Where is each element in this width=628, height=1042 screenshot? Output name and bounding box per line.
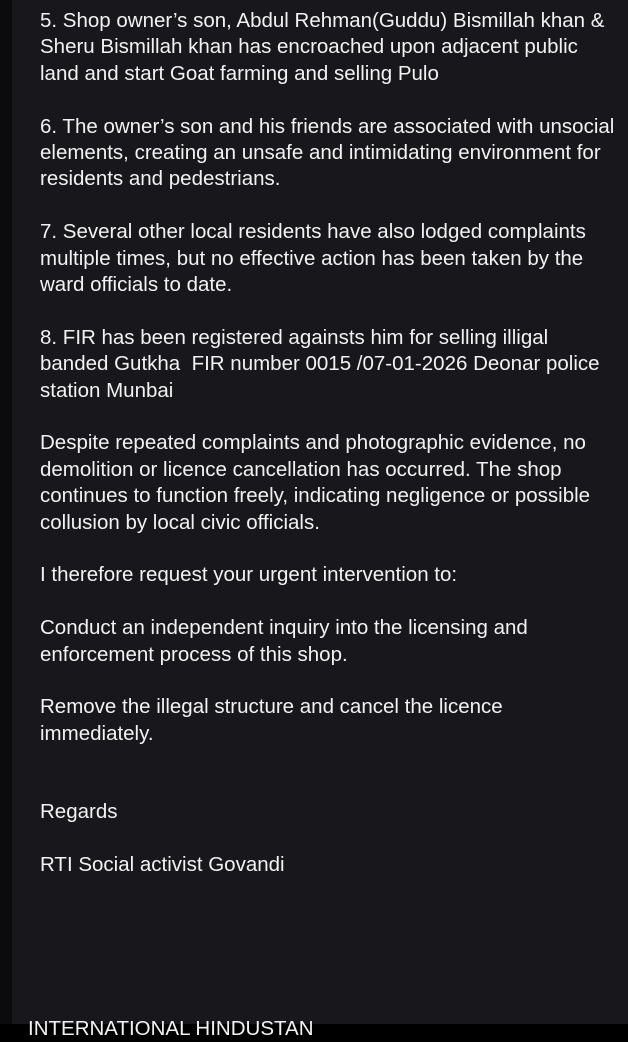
message-paragraph-request: I therefore request your urgent intervention to: [40,563,458,587]
message-signature: RTI Social activist Govandi [40,853,285,877]
message-paragraph-7: 7. Several other local residents have also lodged complaints multiple times, but no effective action has been taken by the ward officials to date. [40,220,592,297]
message-paragraph-8: 8. FIR has been registered againsts him for selling illigal banded Gutkha FIR number 0015 /07-01-2026 Deonar police station Munbai [40,325,606,402]
message-paragraph-removal: Remove the illegal structure and cancel the licence immediately. [40,695,509,745]
clipped-next-line: INTERNATIONAL HINDUSTAN [28,1017,314,1040]
message-paragraph-complaints: Despite repeated complaints and photographic evidence, no demolition or licence cancellation has occurred. The shop continues to function freely, indicating negligence or possible collusion by local civic officials. [40,431,596,534]
chat-background [0,0,12,1024]
message-regards: Regards [40,800,118,824]
message-paragraph-inquiry: Conduct an independent inquiry into the licensing and enforcement process of this shop. [40,616,534,666]
message-paragraph-5: 5. Shop owner’s son, Abdul Rehman(Guddu) Bismillah khan & Sheru Bismillah khan has encroached upon adjacent public land and start Goat farming and selling Pulo [40,9,611,85]
message-paragraph-6: 6. The owner’s son and his friends are associated with unsocial elements, creating an unsafe and intimidating environment for residents and pedestrians. [40,114,621,191]
